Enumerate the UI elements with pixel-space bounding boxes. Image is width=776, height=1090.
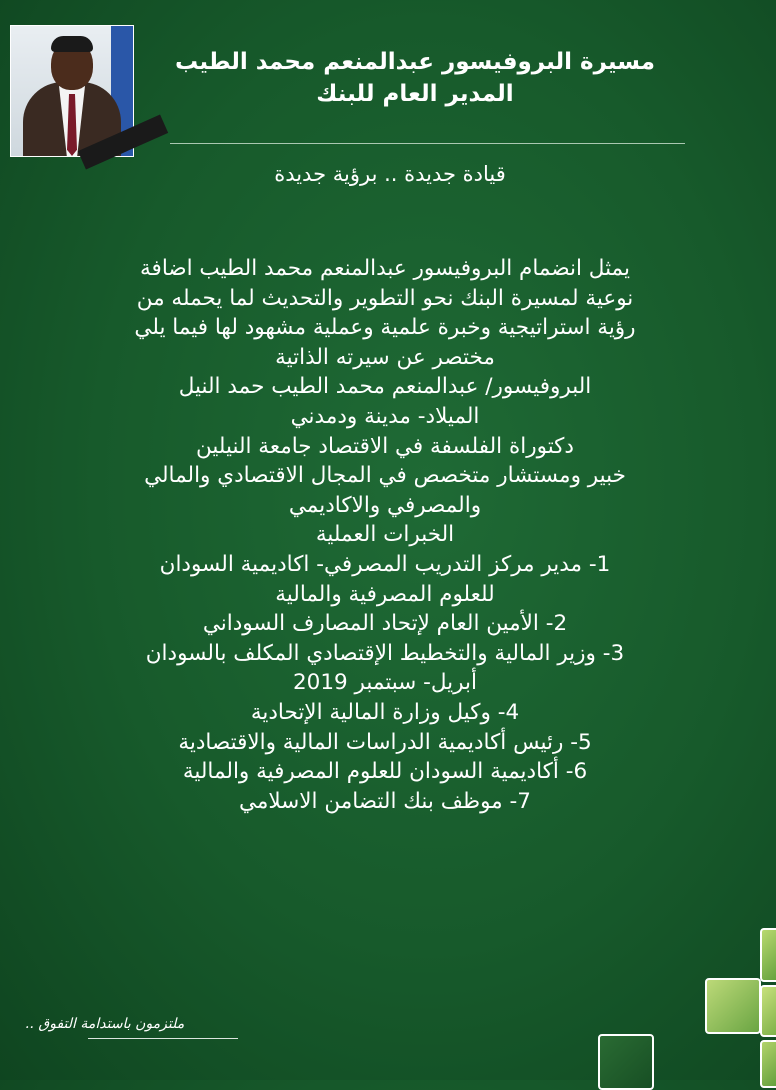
body-line: والمصرفي والاكاديمي	[288, 492, 482, 518]
experience-item: أبريل- سبتمبر 2019	[292, 670, 477, 696]
portrait-hair	[51, 36, 93, 52]
decor-tile	[760, 928, 776, 982]
slogan-signature: ملتزمون باستدامة التفوق ..	[25, 1016, 185, 1032]
experience-item: 2- الأمين العام لإتحاد المصارف السوداني	[202, 611, 568, 637]
body-line: يمثل انضمام البروفيسور عبدالمنعم محمد الطيب اضافة	[140, 256, 630, 281]
decor-tile	[760, 1040, 776, 1088]
body-line: رؤية استراتيجية وخبرة علمية وعملية مشهود لها فيما يلي	[134, 315, 636, 341]
experience-item: 4- وكيل وزارة المالية الإتحادية	[250, 699, 520, 725]
body-line: نوعية لمسيرة البنك نحو التطوير والتحديث لما يحمله من	[136, 285, 634, 311]
body-line: الميلاد- مدينة ودمدني	[290, 403, 480, 429]
subtitle: قيادة جديدة .. برؤية جديدة	[274, 162, 506, 186]
page-title: مسيرة البروفيسور عبدالمنعم محمد الطيب	[175, 49, 655, 75]
body-line: البروفيسور/ عبدالمنعم محمد الطيب حمد النيل	[178, 374, 592, 400]
experience-item: 5- رئيس أكاديمية الدراسات المالية والاقتصادية	[178, 729, 592, 755]
experience-item: 3- وزير المالية والتخطيط الإقتصادي المكلف بالسودان	[145, 640, 625, 666]
page-title-role: المدير العام للبنك	[316, 81, 514, 107]
header-divider	[170, 143, 685, 144]
body-line: مختصر عن سيرته الذاتية	[275, 344, 495, 370]
experience-item: للعلوم المصرفية والمالية	[275, 581, 495, 607]
body-line: دكتوراة الفلسفة في الاقتصاد جامعة النيلين	[196, 433, 574, 459]
decor-tile	[760, 985, 776, 1037]
experience-item: 1- مدير مركز التدريب المصرفي- اكاديمية السودان	[159, 551, 611, 577]
signature-underline	[88, 1038, 238, 1039]
experience-item: 7- موظف بنك التضامن الاسلامي	[239, 788, 531, 814]
section-heading: الخبرات العملية	[315, 522, 455, 548]
experience-item: 6- أكاديمية السودان للعلوم المصرفية والمالية	[182, 759, 588, 785]
title-block	[150, 46, 680, 110]
decor-tile	[705, 978, 761, 1034]
body-line: خبير ومستشار متخصص في المجال الاقتصادي والمالي	[144, 463, 626, 489]
biography-text	[20, 254, 750, 816]
decor-tile	[598, 1034, 654, 1090]
